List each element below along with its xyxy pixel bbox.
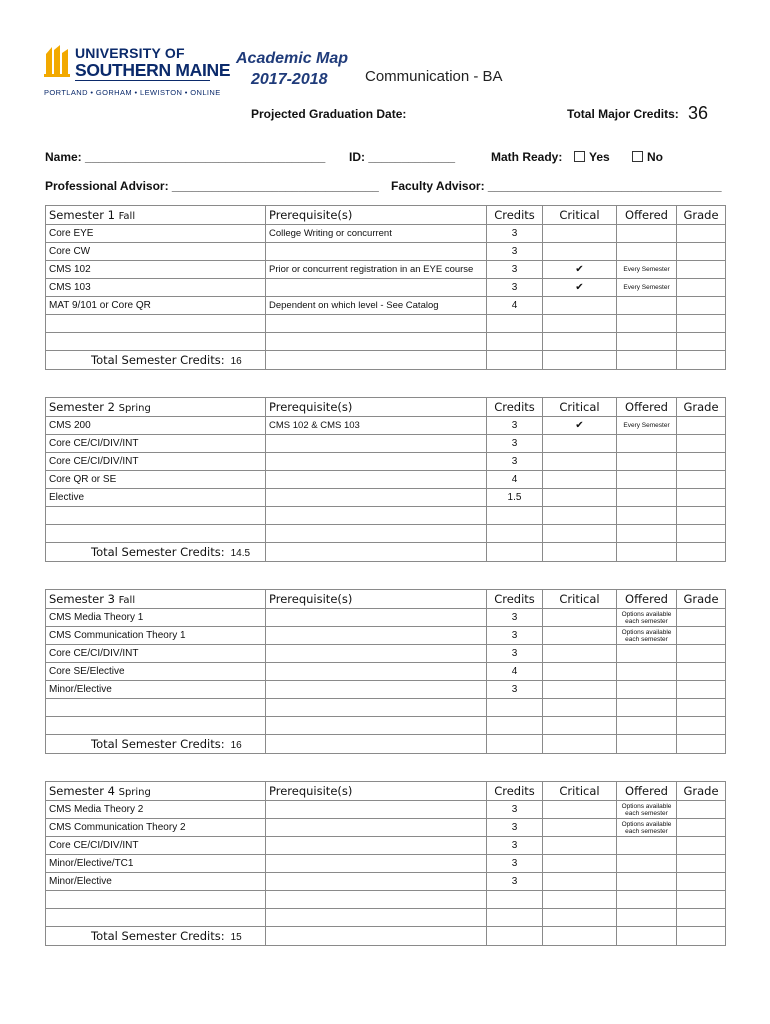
course-cell[interactable]: Minor/Elective [46,681,266,699]
offered-cell[interactable] [617,891,677,909]
prereq-cell[interactable] [266,453,487,471]
course-cell[interactable]: Core SE/Elective [46,663,266,681]
credits-header: Credits [487,206,543,225]
offered-cell[interactable] [617,243,677,261]
table-row [46,627,726,645]
prereq-header: Prerequisite(s) [266,206,487,225]
course-cell[interactable]: Core QR or SE [46,471,266,489]
offered-cell[interactable] [617,333,677,351]
critical-cell[interactable] [543,609,617,627]
critical-cell[interactable] [543,225,617,243]
offered-header: Offered [617,782,677,801]
credits-cell[interactable] [487,909,543,927]
course-cell[interactable] [46,507,266,525]
credits-cell[interactable] [487,891,543,909]
offered-cell[interactable] [617,699,677,717]
course-cell[interactable]: Core CE/CI/DIV/INT [46,837,266,855]
critical-header: Critical [543,398,617,417]
credits-header: Credits [487,782,543,801]
grade-cell[interactable] [677,909,726,927]
critical-cell[interactable] [543,489,617,507]
course-cell[interactable] [46,699,266,717]
table-row [46,261,726,279]
table-row [46,489,726,507]
critical-header: Critical [543,590,617,609]
critical-cell[interactable] [543,507,617,525]
grade-cell[interactable] [677,855,726,873]
credits-cell[interactable]: 3 [487,645,543,663]
offered-cell[interactable] [617,489,677,507]
offered-cell[interactable]: Every Semester [617,261,677,279]
table-row [46,891,726,909]
offered-cell[interactable] [617,873,677,891]
credits-cell[interactable]: 1.5 [487,489,543,507]
offered-cell[interactable] [617,855,677,873]
credits-cell[interactable] [487,525,543,543]
name-field[interactable]: Name: ____________________________________ [45,150,326,164]
credits-cell[interactable]: 3 [487,801,543,819]
credits-cell[interactable]: 3 [487,837,543,855]
critical-cell[interactable] [543,801,617,819]
grade-cell[interactable] [677,333,726,351]
critical-cell[interactable] [543,627,617,645]
offered-cell[interactable] [617,507,677,525]
offered-cell[interactable] [617,717,677,735]
table-row [46,417,726,435]
course-cell[interactable] [46,315,266,333]
prereq-cell[interactable] [266,891,487,909]
course-cell[interactable]: MAT 9/101 or Core QR [46,297,266,315]
total-value: 16 [230,356,242,367]
offered-cell[interactable] [617,297,677,315]
table-row [46,471,726,489]
grade-cell[interactable] [677,225,726,243]
offered-header: Offered [617,206,677,225]
critical-cell[interactable] [543,645,617,663]
critical-cell[interactable] [543,681,617,699]
offered-cell[interactable] [617,645,677,663]
total-row [46,735,726,754]
logo-line-1: UNIVERSITY OF [75,45,185,61]
table-row [46,855,726,873]
critical-cell[interactable] [543,873,617,891]
offered-cell[interactable]: Options available each semester [617,801,677,819]
total-label: Total Semester Credits: [91,929,225,943]
grade-cell[interactable] [677,471,726,489]
total-value: 16 [230,740,242,751]
critical-cell[interactable]: ✔ [543,261,617,279]
table-row [46,279,726,297]
credits-cell[interactable]: 4 [487,471,543,489]
table-row [46,243,726,261]
math-ready-yes[interactable]: Yes [574,150,610,164]
grade-cell[interactable] [677,489,726,507]
critical-header: Critical [543,206,617,225]
grade-cell[interactable] [677,645,726,663]
credits-cell[interactable]: 3 [487,279,543,297]
course-cell[interactable] [46,717,266,735]
prereq-cell[interactable] [266,333,487,351]
faculty-advisor-field[interactable]: Faculty Advisor: ___________________________________ [391,179,722,193]
semester-heading: Semester 1 Fall [46,206,266,225]
table-row [46,663,726,681]
course-cell[interactable]: Minor/Elective/TC1 [46,855,266,873]
total-value: 14.5 [230,548,251,559]
prereq-cell[interactable] [266,507,487,525]
offered-cell[interactable] [617,435,677,453]
table-row [46,315,726,333]
table-row [46,453,726,471]
id-field[interactable]: ID: _____________ [349,150,456,164]
course-cell[interactable]: CMS 102 [46,261,266,279]
total-row [46,927,726,946]
table-row [46,837,726,855]
grade-cell[interactable] [677,453,726,471]
offered-cell[interactable] [617,315,677,333]
prereq-cell[interactable] [266,609,487,627]
course-cell[interactable] [46,909,266,927]
critical-cell[interactable] [543,909,617,927]
grade-header: Grade [677,398,726,417]
critical-cell[interactable] [543,663,617,681]
offered-cell[interactable] [617,837,677,855]
course-cell[interactable]: Core CE/CI/DIV/INT [46,645,266,663]
prereq-cell[interactable] [266,525,487,543]
total-row [46,351,726,370]
critical-cell[interactable]: ✔ [543,417,617,435]
grade-cell[interactable] [677,297,726,315]
table-row [46,333,726,351]
critical-cell[interactable] [543,855,617,873]
course-cell[interactable]: CMS Media Theory 1 [46,609,266,627]
grade-cell[interactable] [677,507,726,525]
critical-cell[interactable]: ✔ [543,279,617,297]
prereq-cell[interactable] [266,855,487,873]
credits-header: Credits [487,590,543,609]
grade-cell[interactable] [677,819,726,837]
table-row [46,609,726,627]
grade-header: Grade [677,206,726,225]
course-cell[interactable]: Core EYE [46,225,266,243]
logo-rule [75,80,210,81]
critical-cell[interactable] [543,717,617,735]
prereq-cell[interactable] [266,801,487,819]
critical-cell[interactable] [543,243,617,261]
course-cell[interactable]: CMS Media Theory 2 [46,801,266,819]
grade-cell[interactable] [677,681,726,699]
offered-header: Offered [617,398,677,417]
prereq-cell[interactable] [266,645,487,663]
course-cell[interactable] [46,525,266,543]
map-year: 2017-2018 [251,71,328,88]
critical-cell[interactable] [543,333,617,351]
table-row [46,909,726,927]
prereq-cell[interactable] [266,873,487,891]
math-ready-no[interactable]: No [632,150,663,164]
course-cell[interactable]: Core CE/CI/DIV/INT [46,453,266,471]
table-row [46,873,726,891]
offered-cell[interactable]: Every Semester [617,417,677,435]
credits-cell[interactable]: 3 [487,855,543,873]
semester-heading: Semester 3 Fall [46,590,266,609]
critical-cell[interactable] [543,315,617,333]
offered-cell[interactable] [617,225,677,243]
course-cell[interactable] [46,333,266,351]
prereq-cell[interactable] [266,819,487,837]
offered-cell[interactable] [617,663,677,681]
prereq-cell[interactable] [266,489,487,507]
offered-cell[interactable] [617,909,677,927]
grade-cell[interactable] [677,837,726,855]
prereq-header: Prerequisite(s) [266,590,487,609]
course-cell[interactable]: Core CE/CI/DIV/INT [46,435,266,453]
critical-cell[interactable] [543,453,617,471]
prereq-cell[interactable] [266,315,487,333]
table-row [46,297,726,315]
total-major-credits-value: 36 [688,103,709,123]
offered-cell[interactable] [617,471,677,489]
grade-cell[interactable] [677,243,726,261]
offered-cell[interactable] [617,453,677,471]
course-cell[interactable]: CMS 200 [46,417,266,435]
prereq-cell[interactable] [266,243,487,261]
course-cell[interactable]: Minor/Elective [46,873,266,891]
total-value: 15 [230,932,242,943]
credits-cell[interactable]: 3 [487,681,543,699]
credits-cell[interactable]: 4 [487,663,543,681]
grade-cell[interactable] [677,435,726,453]
credits-cell[interactable] [487,333,543,351]
credits-cell[interactable] [487,699,543,717]
prereq-cell[interactable]: College Writing or concurrent [266,225,487,243]
total-major-credits-label: Total Major Credits: [567,107,679,121]
offered-cell[interactable]: Options available each semester [617,819,677,837]
course-cell[interactable]: CMS Communication Theory 2 [46,819,266,837]
prereq-cell[interactable] [266,471,487,489]
prereq-cell[interactable] [266,435,487,453]
critical-cell[interactable] [543,471,617,489]
semester-1-table [45,205,726,370]
logo-campuses: PORTLAND • GORHAM • LEWISTON • ONLINE [44,88,221,97]
credits-cell[interactable]: 3 [487,819,543,837]
credits-header: Credits [487,398,543,417]
prereq-cell[interactable] [266,909,487,927]
credits-cell[interactable] [487,507,543,525]
offered-cell[interactable]: Every Semester [617,279,677,297]
math-ready-label: Math Ready: [491,150,563,164]
semester-heading: Semester 4 Spring [46,782,266,801]
prereq-cell[interactable] [266,681,487,699]
grade-cell[interactable] [677,801,726,819]
offered-header: Offered [617,590,677,609]
total-label: Total Semester Credits: [91,353,225,367]
grade-cell[interactable] [677,873,726,891]
grade-cell[interactable] [677,609,726,627]
credits-cell[interactable]: 3 [487,873,543,891]
semester-heading: Semester 2 Spring [46,398,266,417]
grade-cell[interactable] [677,315,726,333]
total-label: Total Semester Credits: [91,737,225,751]
table-row [46,645,726,663]
grade-cell[interactable] [677,627,726,645]
critical-cell[interactable] [543,699,617,717]
table-row [46,525,726,543]
table-row [46,435,726,453]
projected-graduation-label: Projected Graduation Date: [251,107,407,121]
credits-cell[interactable]: 4 [487,297,543,315]
checkbox-icon [632,151,643,162]
table-row [46,801,726,819]
critical-cell[interactable] [543,837,617,855]
grade-cell[interactable] [677,525,726,543]
offered-cell[interactable] [617,525,677,543]
prereq-cell[interactable]: Prior or concurrent registration in an EYE course [266,261,487,279]
total-row [46,543,726,562]
critical-cell[interactable] [543,819,617,837]
prereq-cell[interactable] [266,663,487,681]
checkbox-icon [574,151,585,162]
offered-cell[interactable] [617,681,677,699]
prereq-cell[interactable] [266,279,487,297]
total-cell [46,735,266,754]
prereq-cell[interactable]: CMS 102 & CMS 103 [266,417,487,435]
table-row [46,699,726,717]
total-cell [46,351,266,370]
grade-cell[interactable] [677,699,726,717]
grade-header: Grade [677,782,726,801]
table-row [46,507,726,525]
credits-cell[interactable] [487,717,543,735]
credits-cell[interactable]: 3 [487,261,543,279]
critical-cell[interactable] [543,297,617,315]
credits-cell[interactable]: 3 [487,243,543,261]
prereq-header: Prerequisite(s) [266,782,487,801]
course-cell[interactable]: CMS Communication Theory 1 [46,627,266,645]
semester-2-table [45,397,726,562]
grade-cell[interactable] [677,663,726,681]
critical-cell[interactable] [543,435,617,453]
offered-cell[interactable]: Options available each semester [617,627,677,645]
grade-cell[interactable] [677,717,726,735]
critical-cell[interactable] [543,525,617,543]
credits-cell[interactable]: 3 [487,225,543,243]
logo-line-2: SOUTHERN MAINE [75,60,231,80]
prereq-cell[interactable] [266,627,487,645]
program-name: Communication - BA [365,68,503,85]
prereq-header: Prerequisite(s) [266,398,487,417]
prereq-cell[interactable] [266,837,487,855]
course-cell[interactable]: Elective [46,489,266,507]
credits-cell[interactable]: 3 [487,609,543,627]
credits-cell[interactable]: 3 [487,627,543,645]
critical-cell[interactable] [543,891,617,909]
prereq-cell[interactable] [266,717,487,735]
credits-cell[interactable]: 3 [487,435,543,453]
professional-advisor-field[interactable]: Professional Advisor: _______________________________ [45,179,379,193]
credits-cell[interactable] [487,315,543,333]
critical-header: Critical [543,782,617,801]
map-title: Academic Map [236,50,349,67]
semester-4-table [45,781,726,946]
course-cell[interactable]: CMS 103 [46,279,266,297]
university-logo-mark [44,44,70,78]
course-cell[interactable] [46,891,266,909]
prereq-cell[interactable]: Dependent on which level - See Catalog [266,297,487,315]
total-label: Total Semester Credits: [91,545,225,559]
course-cell[interactable]: Core CW [46,243,266,261]
table-row [46,819,726,837]
total-cell [46,543,266,562]
offered-cell[interactable]: Options available each semester [617,609,677,627]
total-cell [46,927,266,946]
grade-header: Grade [677,590,726,609]
table-row [46,225,726,243]
grade-cell[interactable] [677,417,726,435]
table-row [46,717,726,735]
grade-cell[interactable] [677,279,726,297]
grade-cell[interactable] [677,261,726,279]
credits-cell[interactable]: 3 [487,417,543,435]
grade-cell[interactable] [677,891,726,909]
table-row [46,681,726,699]
credits-cell[interactable]: 3 [487,453,543,471]
semester-3-table [45,589,726,754]
prereq-cell[interactable] [266,699,487,717]
